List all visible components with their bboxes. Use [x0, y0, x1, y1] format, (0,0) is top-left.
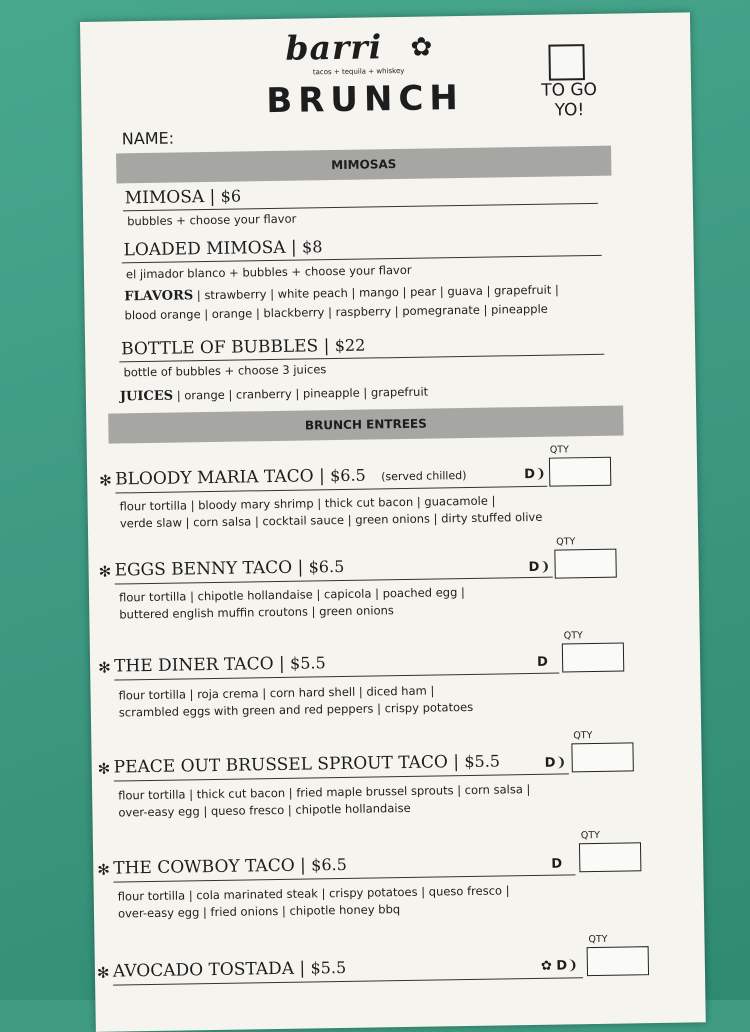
entree-ingredients-line-1: flour tortilla | roja crema | corn hard shell | diced ham |: [118, 683, 435, 703]
qty-label: QTY: [588, 933, 608, 946]
tag-letter: D: [556, 958, 568, 974]
qty-label: QTY: [580, 829, 601, 842]
chili-pepper-icon: ❩: [539, 559, 551, 575]
loaded-mimosa-description: el jimador blanco + bubbles + choose your flavor: [125, 262, 412, 282]
entree-title: [115, 464, 467, 490]
item-name: BOTTLE OF BUBBLES |: [120, 336, 330, 360]
barrio-logo: barri: [285, 27, 383, 68]
qty-label: QTY: [563, 630, 583, 642]
flavors-label: FLAVORS: [124, 288, 194, 305]
qty-input[interactable]: [571, 742, 633, 772]
item-price: $6.5: [308, 556, 345, 577]
entree-ingredients-line-1: flour tortilla | cola marinated steak | crispy potatoes | queso fresco |: [117, 883, 510, 904]
item-price: $22: [334, 335, 366, 356]
flavors-line-2: blood orange | orange | blackberry | raspberry | pomegranate | pineapple: [124, 301, 548, 323]
entree-title: [114, 557, 344, 581]
dietary-tag: D: [536, 654, 549, 670]
tag-letter: D: [524, 466, 536, 483]
chili-pepper-icon: ❩: [555, 755, 567, 771]
item-name: LOADED MIMOSA |: [123, 237, 297, 261]
qty-input[interactable]: [549, 457, 611, 487]
flower-icon: ✿: [410, 32, 433, 63]
entree-ingredients-line-1: flour tortilla | bloody mary shrimp | thick cut bacon | guacamole |: [119, 493, 496, 514]
mimosa-description: bubbles + choose your flavor: [127, 211, 297, 229]
flavors-list: | strawberry | white peach | mango | pear | guava | grapefruit |: [196, 282, 559, 303]
item-note: (served chilled): [381, 468, 467, 484]
star-icon: ✻: [97, 860, 111, 879]
entree-ingredients-line-1: flour tortilla | thick cut bacon | fried maple brussel sprouts | corn salsa |: [118, 782, 531, 803]
qty-input[interactable]: [554, 549, 616, 579]
name-label: NAME:: [121, 128, 175, 149]
dietary-tag: [524, 467, 546, 482]
bottle-of-bubbles-title: [121, 336, 366, 360]
entree-title: [113, 855, 347, 879]
juices-line: [120, 385, 428, 405]
bottle-description: bottle of bubbles + choose 3 juices: [123, 362, 327, 380]
star-icon: ✻: [96, 963, 110, 982]
qty-label: QTY: [549, 444, 569, 456]
entree-ingredients-line-2: scrambled eggs with green and red peppers | crispy potatoes: [118, 699, 474, 720]
entree-ingredients-line-2: buttered english muffin croutons | green onions: [119, 603, 394, 622]
entree-ingredients-line-1: flour tortilla | chipotle hollandaise | capicola | poached egg |: [118, 585, 465, 605]
qty-input[interactable]: [579, 842, 641, 872]
item-name: AVOCADO TOSTADA |: [112, 958, 306, 982]
dietary-tag: [541, 958, 578, 974]
item-name: EGGS BENNY TACO |: [114, 557, 304, 581]
entree-title: [114, 653, 326, 676]
vegan-icon: ✿: [540, 958, 552, 974]
item-price: $6.5: [329, 465, 366, 486]
item-name: THE COWBOY TACO |: [113, 855, 306, 879]
qty-input[interactable]: [587, 946, 649, 976]
item-price: $6.5: [311, 854, 347, 875]
entree-ingredients-line-2: over-easy egg | fried onions | chipotle honey bbq: [117, 902, 401, 921]
qty-label: QTY: [556, 536, 576, 548]
qty-input[interactable]: [562, 643, 624, 673]
item-price: $5.5: [289, 653, 326, 673]
item-name: PEACE OUT BRUSSEL SPROUT TACO |: [113, 752, 460, 778]
mimosa-title: [125, 186, 242, 208]
item-name: THE DINER TACO |: [113, 653, 285, 677]
chili-pepper-icon: ❩: [534, 466, 546, 482]
flavors-line-1: [124, 283, 559, 305]
chili-pepper-icon: ❩: [567, 958, 579, 974]
juices-list: | orange | cranberry | pineapple | grapefruit: [176, 384, 429, 403]
entree-ingredients-line-2: verde slaw | corn salsa | cocktail sauce | green onions | dirty stuffed olive: [119, 509, 543, 531]
brunch-menu-card: [80, 12, 706, 1031]
item-price: $5.5: [464, 751, 501, 772]
tag-letter: D: [528, 559, 540, 576]
tag-letter: D: [544, 755, 556, 771]
star-icon: ✻: [98, 562, 112, 581]
star-icon: ✻: [99, 471, 112, 490]
juices-label: JUICES: [119, 388, 174, 405]
star-icon: ✻: [97, 759, 111, 778]
item-name: BLOODY MARIA TACO |: [115, 466, 325, 490]
entree-ingredients-line-2: over-easy egg | queso fresco | chipotle hollandaise: [118, 800, 411, 820]
item-price: $8: [301, 237, 323, 257]
dietary-tag: D: [551, 856, 563, 872]
dietary-tag: [529, 560, 551, 575]
logo-tagline: tacos + tequila + whiskey: [312, 66, 405, 77]
entree-title: [114, 751, 501, 777]
to-go-checkbox[interactable]: [548, 44, 585, 81]
entree-title: [113, 958, 347, 982]
item-price: $6: [220, 186, 242, 206]
page-title: BRUNCH: [265, 77, 465, 122]
to-go-label: TO GO YO!: [541, 79, 598, 121]
section-header-brunch-entrees: BRUNCH ENTREES: [108, 406, 623, 444]
qty-label: QTY: [573, 730, 593, 742]
loaded-mimosa-title: [123, 237, 322, 260]
star-icon: ✻: [98, 658, 111, 677]
section-header-mimosas: MIMOSAS: [116, 146, 611, 184]
item-price: $5.5: [310, 957, 347, 978]
dietary-tag: [545, 755, 567, 770]
item-name: MIMOSA |: [124, 186, 216, 209]
